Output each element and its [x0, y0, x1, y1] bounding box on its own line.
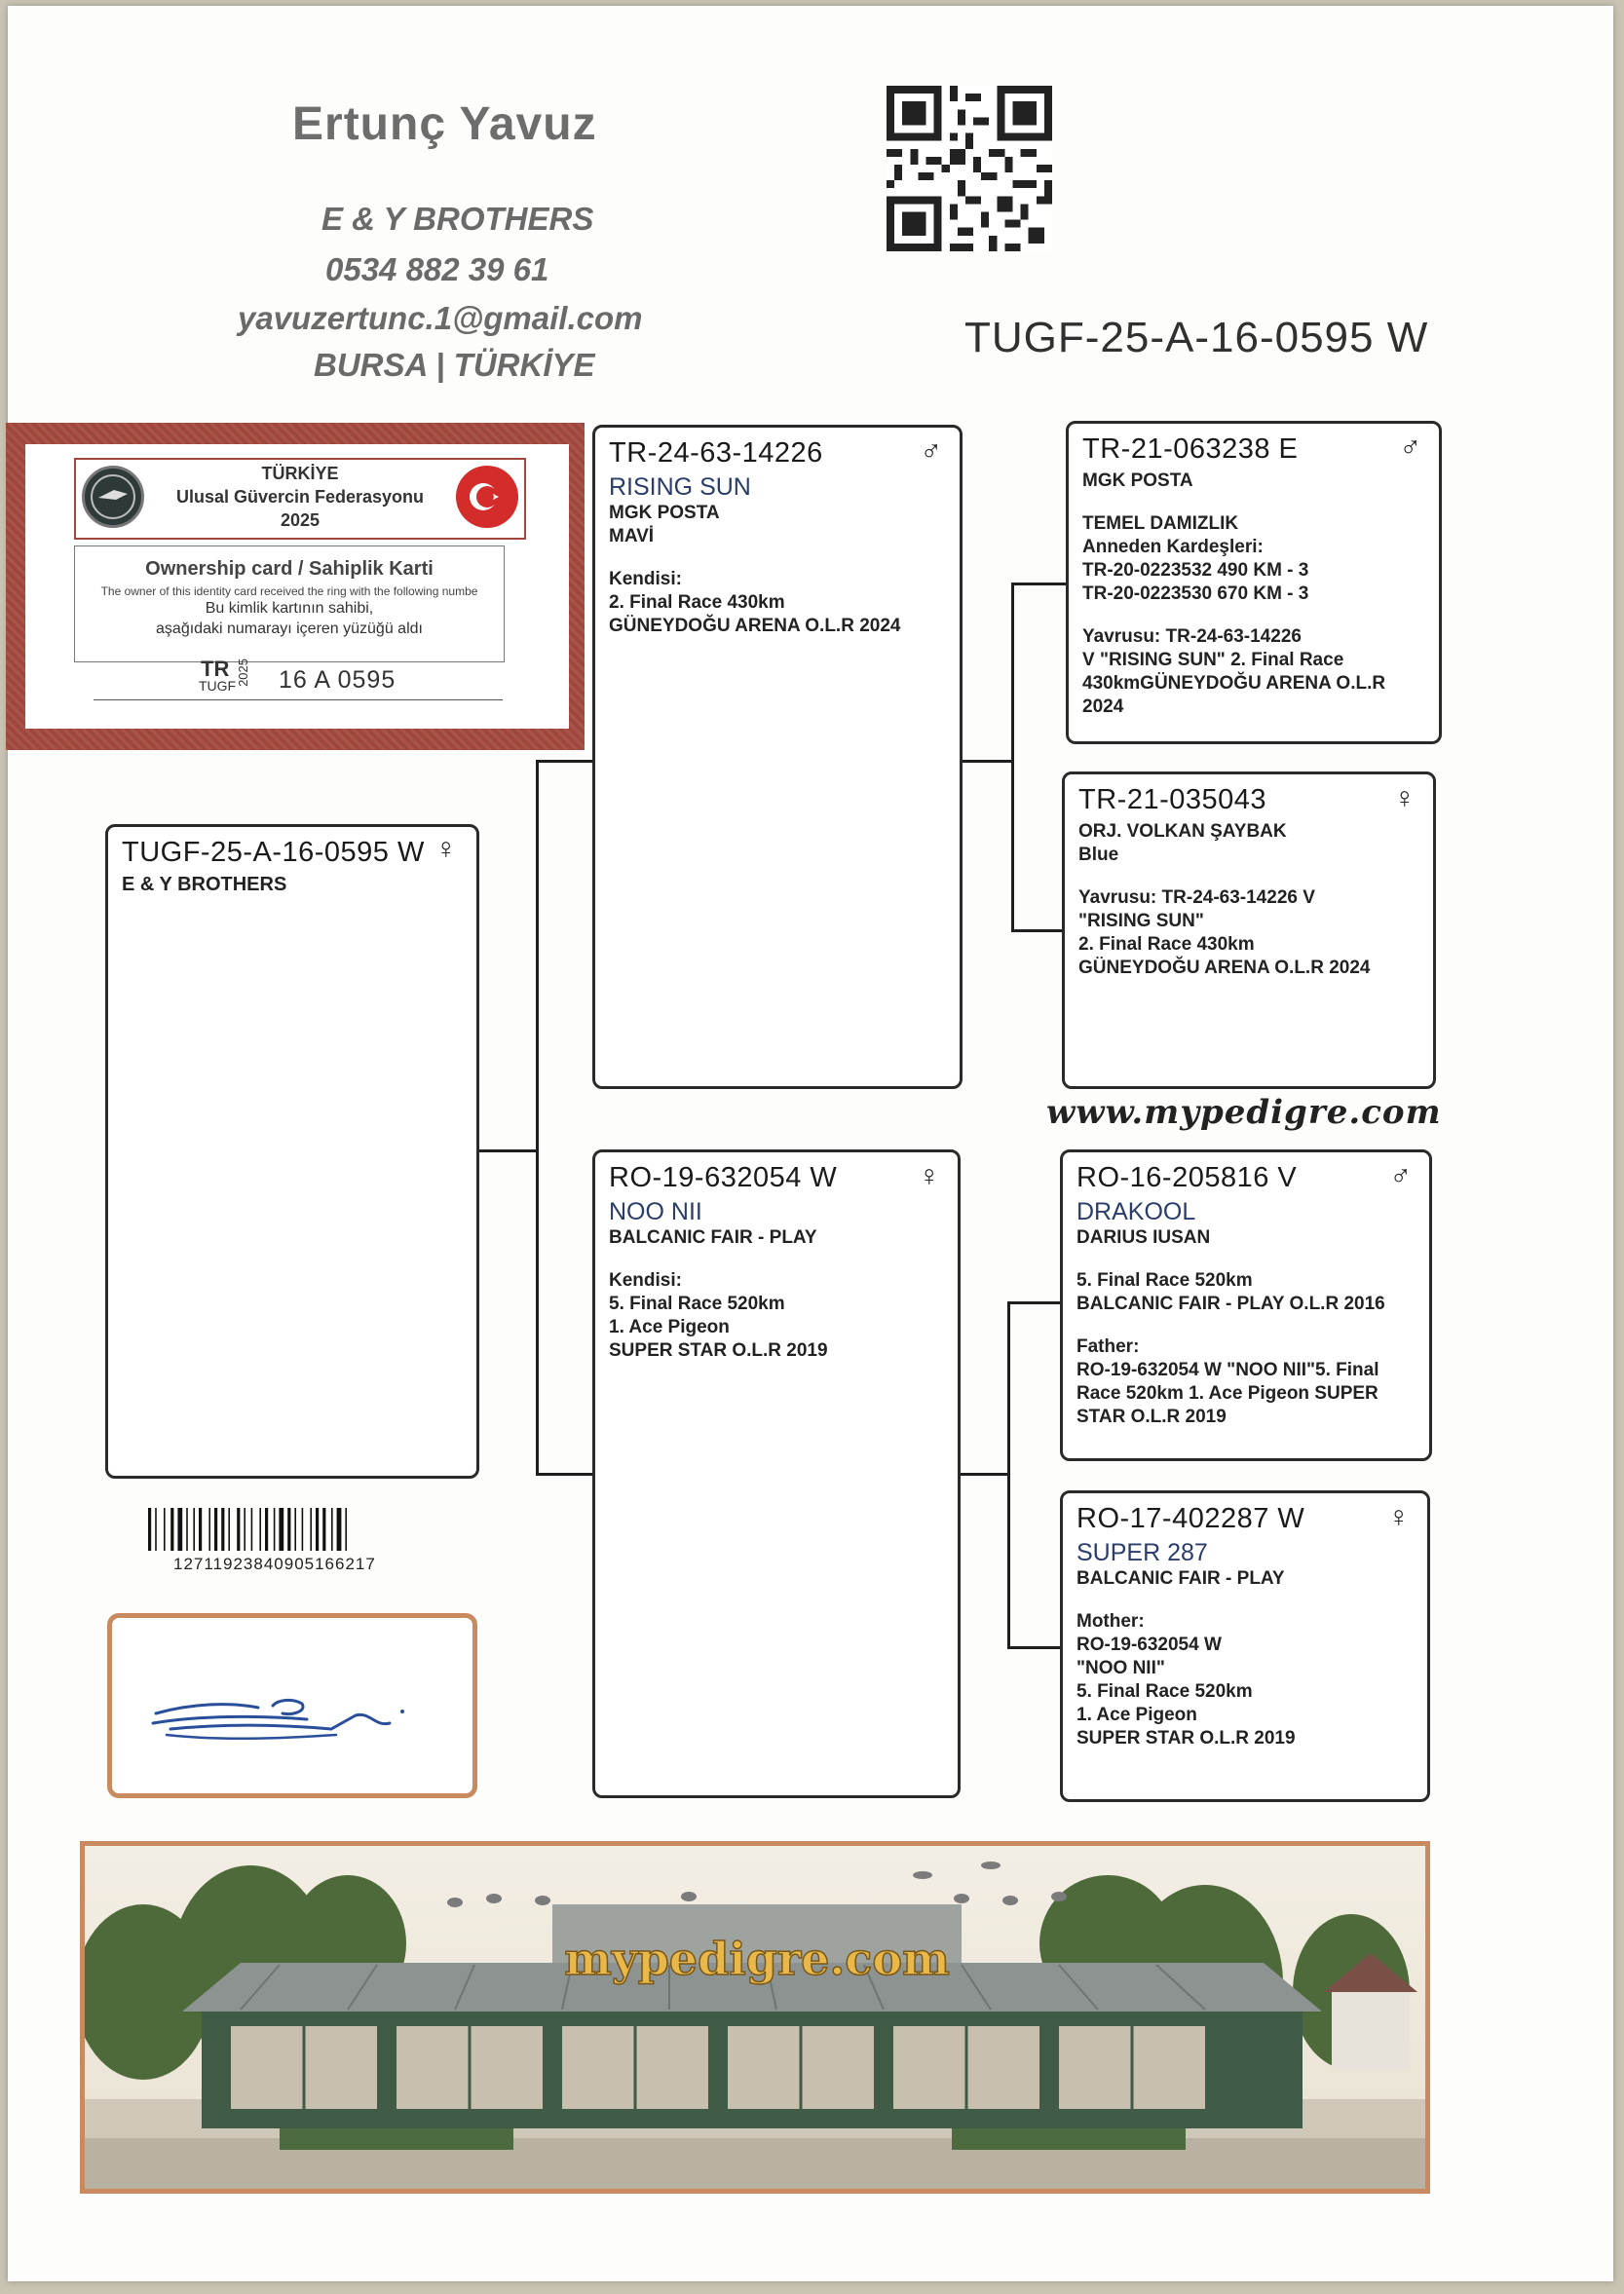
dam-sire-line: 5. Final Race 520km — [1076, 1270, 1253, 1291]
sire-dam-line: Blue — [1078, 845, 1119, 865]
dam-line: SUPER STAR O.L.R 2019 — [609, 1340, 828, 1361]
sire-line: 2. Final Race 430km — [609, 592, 785, 613]
dam-sire-line: BALCANIC FAIR - PLAY O.L.R 2016 — [1076, 1294, 1385, 1314]
card-country: TÜRKİYE — [261, 464, 339, 483]
dam-sire-name: DRAKOOL — [1076, 1198, 1196, 1225]
dam-dam-line: "NOO NII" — [1076, 1658, 1165, 1678]
barcode-bar — [322, 1508, 325, 1551]
barcode-bar — [214, 1508, 217, 1551]
sire-dam-line: Yavrusu: TR-24-63-14226 V — [1078, 887, 1315, 908]
barcode-bar — [294, 1508, 296, 1551]
sire-sire-box — [1066, 421, 1442, 744]
dam-box — [592, 1149, 961, 1798]
female-icon: ♀ — [1393, 782, 1416, 814]
dam-dam-line: 1. Ace Pigeon — [1076, 1705, 1197, 1725]
card-ring-number: 16 A 0595 — [279, 666, 397, 694]
male-icon: ♂ — [1389, 1160, 1412, 1192]
barcode-bar — [208, 1508, 210, 1551]
sire-dam-name: ORJ. VOLKAN ŞAYBAK — [1078, 821, 1287, 842]
card-code-year: 2025 — [236, 658, 250, 687]
owner-phone: 0534 882 39 61 — [325, 251, 549, 287]
female-icon: ♀ — [434, 833, 457, 865]
subject-pigeon-box — [105, 824, 479, 1479]
dam-sire-box — [1060, 1149, 1432, 1461]
dam-sire-line: Father: — [1076, 1336, 1140, 1357]
card-year: 2025 — [280, 510, 321, 530]
ownership-card-body — [74, 545, 505, 662]
barcode-bar — [331, 1508, 333, 1551]
barcode-bar — [228, 1508, 230, 1551]
sire-dam-box — [1062, 771, 1436, 1089]
barcode-bar — [345, 1508, 347, 1551]
sire-ring: TR-24-63-14226 — [609, 437, 823, 469]
sire-line: MAVİ — [609, 526, 655, 546]
barcode-bar — [199, 1508, 202, 1551]
barcode-bar — [265, 1508, 268, 1551]
owner-location: BURSA | TÜRKİYE — [314, 347, 595, 383]
dam-dam-box — [1060, 1490, 1430, 1802]
dam-dam-line: BALCANIC FAIR - PLAY — [1076, 1568, 1285, 1589]
dam-ring: RO-19-632054 W — [609, 1162, 838, 1193]
dam-sire-line: DARIUS IUSAN — [1076, 1227, 1211, 1248]
owner-email: yavuzertunc.1@gmail.com — [238, 300, 643, 336]
sire-dam-line: GÜNEYDOĞU ARENA O.L.R 2024 — [1078, 958, 1371, 978]
turkey-flag-icon — [456, 466, 518, 528]
card-federation: Ulusal Güvercin Federasyonu — [175, 487, 425, 507]
barcode-bar — [170, 1508, 173, 1551]
dam-line: 5. Final Race 520km — [609, 1294, 785, 1314]
subject-ring: TUGF-25-A-16-0595 W — [122, 837, 425, 868]
sire-line: GÜNEYDOĞU ARENA O.L.R 2024 — [609, 616, 901, 636]
barcode-bar — [155, 1508, 157, 1551]
barcode-bar — [287, 1508, 290, 1551]
barcode-bar — [237, 1508, 240, 1551]
sire-sire-name: MGK POSTA — [1082, 470, 1193, 491]
card-code-tugf: TUGF — [199, 678, 237, 694]
sire-sire-line: TR-20-0223532 490 KM - 3 — [1082, 560, 1309, 581]
sire-name: RISING SUN — [609, 473, 751, 501]
banner-logo-text: mypedigre.com — [564, 1933, 950, 1985]
subject-owner: E & Y BROTHERS — [122, 874, 287, 895]
card-title: Ownership card / Sahiplik Karti — [145, 558, 434, 580]
sire-sire-line: Anneden Kardeşleri: — [1082, 537, 1264, 557]
dam-line: Kendisi: — [609, 1270, 682, 1291]
federation-logo — [82, 466, 144, 528]
header-ring-number: TUGF-25-A-16-0595 W — [964, 314, 1429, 361]
sire-sire-line: TR-20-0223530 670 KM - 3 — [1082, 583, 1309, 604]
dam-dam-line: SUPER STAR O.L.R 2019 — [1076, 1728, 1296, 1749]
barcode-bar — [279, 1508, 283, 1551]
loft-banner — [80, 1841, 1430, 2194]
dam-dam-ring: RO-17-402287 W — [1076, 1503, 1305, 1534]
dam-line: BALCANIC FAIR - PLAY — [609, 1227, 817, 1248]
barcode — [148, 1508, 409, 1551]
barcode-bar — [164, 1508, 166, 1551]
dam-dam-line: Mother: — [1076, 1611, 1145, 1632]
card-turkish-text-2: aşağıdaki numarayı içeren yüzüğü aldı — [156, 621, 423, 637]
pigeon-loft-illustration — [85, 1846, 1425, 2189]
female-icon: ♀ — [1387, 1501, 1410, 1533]
barcode-bar — [193, 1508, 195, 1551]
federation-header — [74, 458, 526, 540]
owner-signature — [112, 1618, 472, 1793]
dam-sire-line: STAR O.L.R 2019 — [1076, 1407, 1227, 1427]
sire-sire-line: Yavrusu: TR-24-63-14226 — [1082, 626, 1302, 647]
male-icon: ♂ — [920, 435, 942, 468]
barcode-bar — [337, 1508, 342, 1551]
sire-dam-line: "RISING SUN" — [1078, 911, 1204, 931]
barcode-bar — [186, 1508, 188, 1551]
sire-sire-line: TEMEL DAMIZLIK — [1082, 513, 1239, 534]
sire-box — [592, 425, 963, 1089]
male-icon: ♂ — [1399, 432, 1421, 464]
card-turkish-text-1: Bu kimlik kartının sahibi, — [205, 600, 374, 617]
barcode-bar — [221, 1508, 224, 1551]
card-ring-code — [94, 657, 503, 700]
barcode-bar — [244, 1508, 245, 1551]
sire-sire-line: V "RISING SUN" 2. Final Race — [1082, 650, 1344, 670]
owner-name: Ertunç Yavuz — [292, 98, 597, 150]
dam-dam-name: SUPER 287 — [1076, 1539, 1208, 1566]
sire-dam-line: 2. Final Race 430km — [1078, 934, 1255, 955]
barcode-bar — [274, 1508, 276, 1551]
barcode-bar — [259, 1508, 261, 1551]
dam-sire-line: Race 520km 1. Ace Pigeon SUPER — [1076, 1383, 1379, 1404]
dam-line: 1. Ace Pigeon — [609, 1317, 730, 1337]
barcode-bar — [302, 1508, 304, 1551]
barcode-bar — [316, 1508, 319, 1551]
sire-line: MGK POSTA — [609, 503, 720, 523]
website-label: www.mypedigre.com — [1046, 1093, 1442, 1132]
barcode-bar — [310, 1508, 312, 1551]
female-icon: ♀ — [918, 1160, 940, 1192]
barcode-bar — [177, 1508, 182, 1551]
barcode-number: 1271192384090516​6217 — [173, 1555, 376, 1573]
barcode-bar — [148, 1508, 151, 1551]
barcode-bar — [251, 1508, 253, 1551]
owner-loft: E & Y BROTHERS — [321, 201, 594, 237]
sire-sire-line: 430kmGÜNEYDOĞU ARENA O.L.R — [1082, 673, 1386, 694]
sire-dam-ring: TR-21-035043 — [1078, 784, 1266, 815]
dam-sire-line: RO-19-632054 W "NOO NII"5. Final — [1076, 1360, 1379, 1380]
card-english-text: The owner of this identity card received the ring with the following numbe — [100, 584, 478, 598]
dam-name: NOO NII — [609, 1198, 702, 1225]
sire-line: Kendisi: — [609, 569, 682, 589]
dam-dam-line: 5. Final Race 520km — [1076, 1681, 1253, 1702]
dam-sire-ring: RO-16-205816 V — [1076, 1162, 1298, 1193]
dam-dam-line: RO-19-632054 W — [1076, 1635, 1222, 1655]
sire-sire-ring: TR-21-063238 E — [1082, 433, 1299, 465]
card-code-tr: TR — [201, 657, 230, 681]
sire-sire-line: 2024 — [1082, 696, 1124, 717]
signature-box — [107, 1613, 477, 1798]
qr-code — [887, 86, 1052, 251]
